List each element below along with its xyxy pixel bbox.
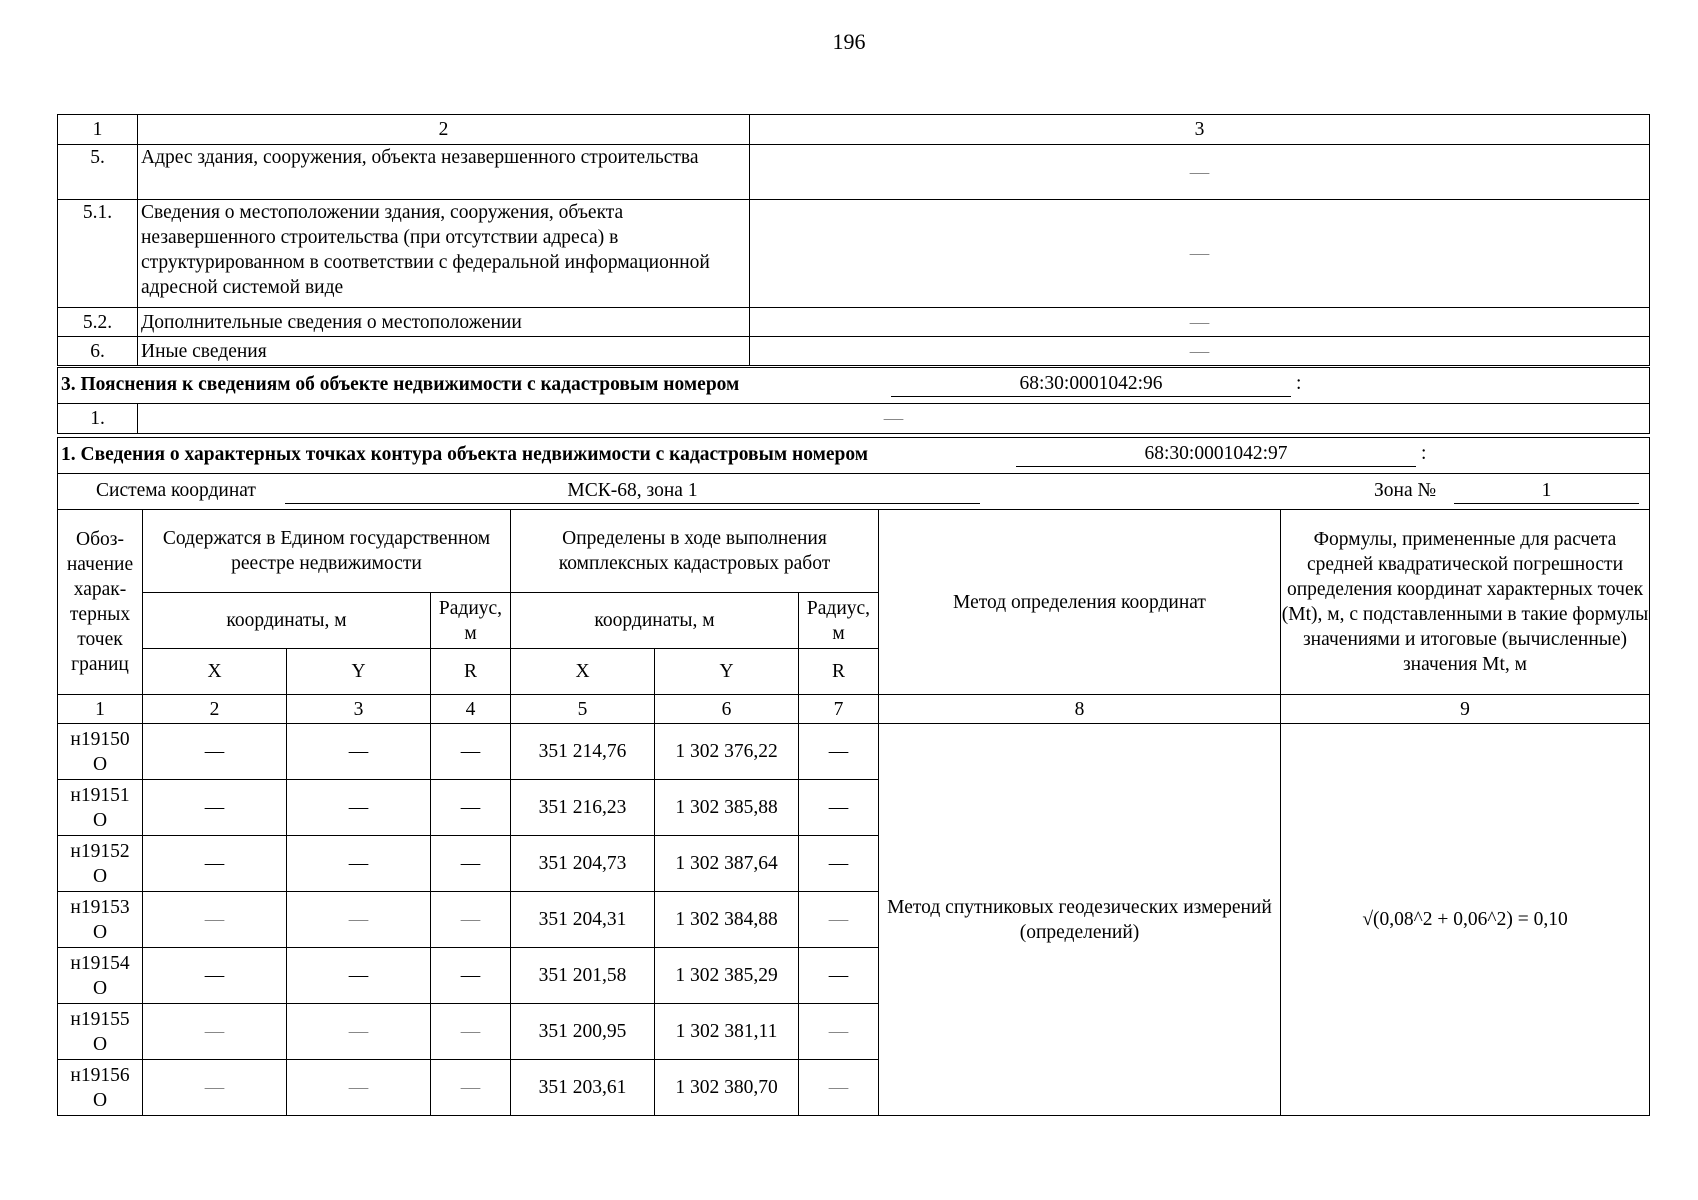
point-id-suffix: О xyxy=(92,921,108,943)
coord-system-label: Система координат xyxy=(96,480,256,501)
designation-header: Обоз-начение харак-терных точек границ xyxy=(58,510,143,695)
column-number-row xyxy=(58,115,1650,145)
row-label: Адрес здания, сооружения, объекта незавершенного строительства xyxy=(138,145,750,200)
points-colon: : xyxy=(1421,443,1427,464)
egrn-r: — xyxy=(431,1060,511,1116)
egrn-y: — xyxy=(287,836,431,892)
point-r: — xyxy=(799,780,879,836)
col-number-2: 2 xyxy=(143,695,287,724)
point-x: 351 204,73 xyxy=(511,836,655,892)
point-r: — xyxy=(799,724,879,780)
point-x: 351 204,31 xyxy=(511,892,655,948)
table-row xyxy=(58,404,1650,434)
col-number-3: 3 xyxy=(287,695,431,724)
col-number-5: 5 xyxy=(511,695,655,724)
points-cadastral-number: 68:30:0001042:97 xyxy=(1016,441,1416,467)
egrn-x: — xyxy=(143,892,287,948)
row-label: Дополнительные сведения о местоположении xyxy=(138,308,750,337)
point-id xyxy=(58,724,143,780)
point-id-code: н19156 xyxy=(70,1064,130,1086)
egrn-x: — xyxy=(143,836,287,892)
point-r: — xyxy=(799,836,879,892)
egrn-y: — xyxy=(287,892,431,948)
point-id-code: н19154 xyxy=(70,952,130,974)
row-value: — xyxy=(138,404,1650,434)
col-number-8: 8 xyxy=(879,695,1281,724)
egrn-coords-header: координаты, м xyxy=(143,593,431,649)
egrn-y: — xyxy=(287,780,431,836)
point-r: — xyxy=(799,892,879,948)
point-x: 351 214,76 xyxy=(511,724,655,780)
table-row xyxy=(58,145,1650,200)
point-id xyxy=(58,780,143,836)
egrn-x: — xyxy=(143,1060,287,1116)
table-row xyxy=(58,724,1650,780)
point-r: — xyxy=(799,1004,879,1060)
egrn-r: — xyxy=(431,892,511,948)
point-id-suffix: О xyxy=(92,809,108,831)
point-id-code: н19155 xyxy=(70,1008,130,1030)
point-x: 351 201,58 xyxy=(511,948,655,1004)
formula-header: Формулы, примененные для расчета средней квадратической погрешности определения координат характерных точек (Mt), м, с подставленными в такие формулы значениями и итоговые (вычисленные) значения Mt, м xyxy=(1281,510,1650,695)
row-value: — xyxy=(750,200,1650,308)
building-info-table xyxy=(57,114,1650,366)
formula-value: √(0,08^2 + 0,06^2) = 0,10 xyxy=(1281,724,1650,1116)
determined-r-header: R xyxy=(799,649,879,695)
egrn-r: — xyxy=(431,780,511,836)
col-number-7: 7 xyxy=(799,695,879,724)
row-value: — xyxy=(750,337,1650,366)
determined-radius-header: Радиус, м xyxy=(799,593,879,649)
point-id xyxy=(58,1060,143,1116)
row-label: Сведения о местоположении здания, сооружения, объекта незавершенного строительства (при отсутствии адреса) в структурированном в соответствии с федеральной информационной адресной системой виде xyxy=(138,200,750,308)
col-number-1: 1 xyxy=(58,115,138,145)
egrn-x: — xyxy=(143,1004,287,1060)
egrn-y-header: Y xyxy=(287,649,431,695)
point-y: 1 302 387,64 xyxy=(655,836,799,892)
point-id-code: н19151 xyxy=(70,784,130,806)
coord-system-value: МСК-68, зона 1 xyxy=(285,478,980,504)
egrn-y: — xyxy=(287,1004,431,1060)
points-title-row xyxy=(58,438,1650,474)
col-number-1: 1 xyxy=(58,695,143,724)
egrn-r-header: R xyxy=(431,649,511,695)
egrn-r: — xyxy=(431,1004,511,1060)
section3-table xyxy=(57,367,1650,434)
egrn-r: — xyxy=(431,724,511,780)
egrn-x-header: X xyxy=(143,649,287,695)
row-label: Иные сведения xyxy=(138,337,750,366)
point-r: — xyxy=(799,1060,879,1116)
determined-header: Определены в ходе выполнения комплексных кадастровых работ xyxy=(511,510,879,593)
characteristic-points-table xyxy=(57,437,1650,1116)
egrn-x: — xyxy=(143,780,287,836)
coord-system-row xyxy=(58,474,1650,510)
point-id-code: н19150 xyxy=(70,728,130,750)
column-number-row xyxy=(58,695,1650,724)
point-y: 1 302 381,11 xyxy=(655,1004,799,1060)
col-number-9: 9 xyxy=(1281,695,1650,724)
section3-title: 3. Пояснения к сведениям об объекте недвижимости с кадастровым номером xyxy=(61,374,740,395)
row-number: 1. xyxy=(58,404,138,434)
zone-label: Зона № xyxy=(1374,480,1437,501)
point-id xyxy=(58,836,143,892)
points-section-title: 1. Сведения о характерных точках контура объекта недвижимости с кадастровым номером xyxy=(61,444,869,465)
point-r: — xyxy=(799,948,879,1004)
egrn-x: — xyxy=(143,724,287,780)
egrn-r: — xyxy=(431,948,511,1004)
page-number: 196 xyxy=(832,29,866,54)
table-row xyxy=(58,200,1650,308)
row-value: — xyxy=(750,308,1650,337)
table-row xyxy=(58,308,1650,337)
point-id xyxy=(58,948,143,1004)
point-id-suffix: О xyxy=(92,1033,108,1055)
table-row xyxy=(58,337,1650,366)
col-number-2: 2 xyxy=(138,115,750,145)
col-number-6: 6 xyxy=(655,695,799,724)
egrn-y: — xyxy=(287,948,431,1004)
row-number: 5. xyxy=(58,145,138,200)
egrn-header: Содержатся в Едином государственном реестре недвижимости xyxy=(143,510,511,593)
method-header: Метод определения координат xyxy=(879,510,1281,695)
egrn-r: — xyxy=(431,836,511,892)
egrn-y: — xyxy=(287,724,431,780)
point-y: 1 302 384,88 xyxy=(655,892,799,948)
point-id xyxy=(58,1004,143,1060)
zone-value: 1 xyxy=(1454,478,1639,504)
point-id-code: н19152 xyxy=(70,840,130,862)
header-row xyxy=(58,510,1650,593)
egrn-y: — xyxy=(287,1060,431,1116)
row-value: — xyxy=(750,145,1650,200)
point-y: 1 302 376,22 xyxy=(655,724,799,780)
method-value: Метод спутниковых геодезических измерений (определений) xyxy=(879,724,1281,1116)
section3-title-row xyxy=(58,368,1650,404)
row-number: 5.2. xyxy=(58,308,138,337)
section3-colon: : xyxy=(1296,373,1302,394)
point-id-suffix: О xyxy=(92,977,108,999)
row-number: 6. xyxy=(58,337,138,366)
point-y: 1 302 380,70 xyxy=(655,1060,799,1116)
point-id-code: н19153 xyxy=(70,896,130,918)
point-id-suffix: О xyxy=(92,1089,108,1111)
row-number: 5.1. xyxy=(58,200,138,308)
point-y: 1 302 385,29 xyxy=(655,948,799,1004)
point-x: 351 200,95 xyxy=(511,1004,655,1060)
egrn-x: — xyxy=(143,948,287,1004)
egrn-radius-header: Радиус, м xyxy=(431,593,511,649)
point-y: 1 302 385,88 xyxy=(655,780,799,836)
point-id-suffix: О xyxy=(92,865,108,887)
determined-y-header: Y xyxy=(655,649,799,695)
col-number-3: 3 xyxy=(750,115,1650,145)
determined-x-header: X xyxy=(511,649,655,695)
point-id-suffix: О xyxy=(92,753,108,775)
point-id xyxy=(58,892,143,948)
section3-cadastral-number: 68:30:0001042:96 xyxy=(891,371,1291,397)
point-x: 351 203,61 xyxy=(511,1060,655,1116)
col-number-4: 4 xyxy=(431,695,511,724)
point-x: 351 216,23 xyxy=(511,780,655,836)
determined-coords-header: координаты, м xyxy=(511,593,799,649)
